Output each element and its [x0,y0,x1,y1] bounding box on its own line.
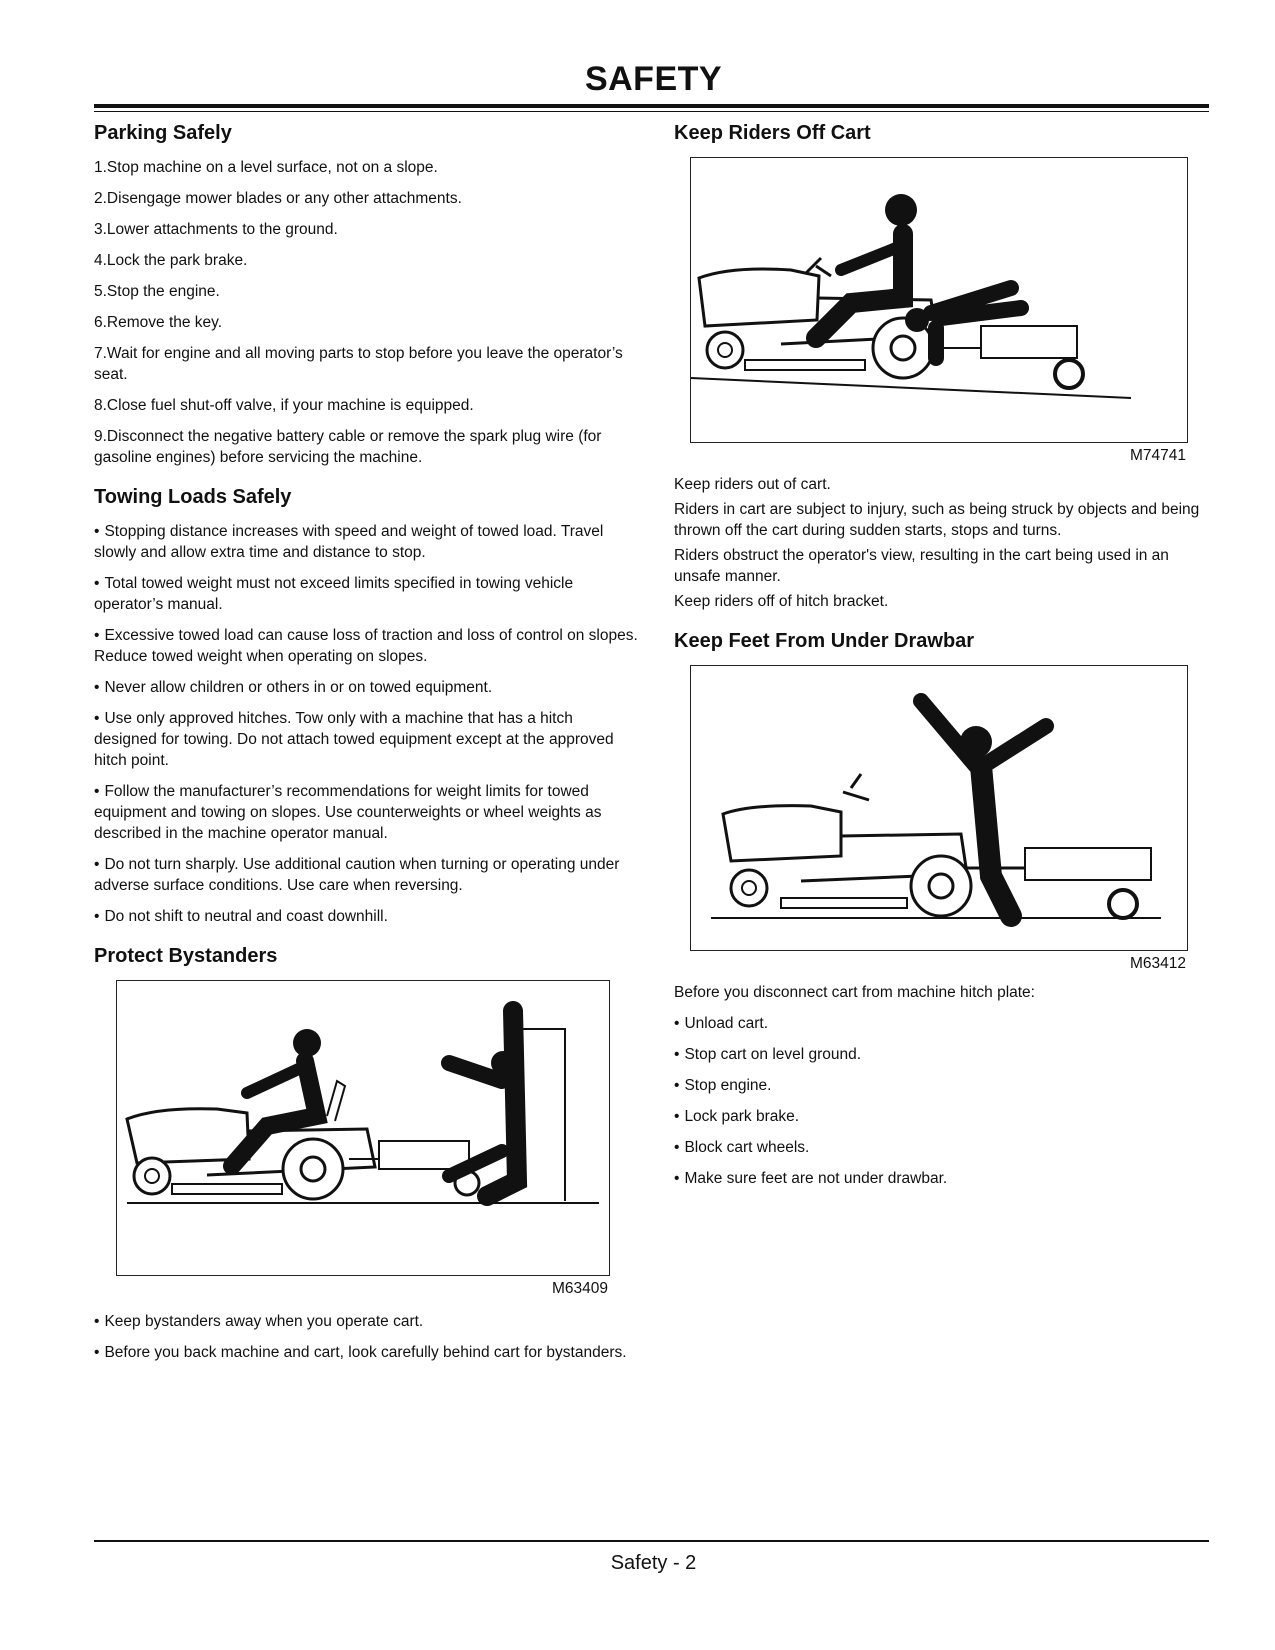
header-rule [94,104,1209,108]
towing-bullet [94,573,639,615]
drawbar-text: Lock park brake. [684,1108,800,1125]
towing-bullet [94,708,639,771]
riders-text: Keep riders out of cart. [674,476,831,493]
towing-text: Stopping distance increases with speed and weight of towed load. Travel slowly and allow extra time and distance to stop. [94,523,604,561]
figure-code: M63409 [551,1280,608,1297]
drawbar-intro: Before you disconnect cart from machine hitch plate: [674,984,1035,1001]
towing-bullet [94,854,639,896]
drawbar-text: Stop cart on level ground. [684,1046,862,1063]
drawbar-text: Unload cart. [684,1015,769,1032]
towing-heading: Towing Loads Safely [94,486,292,508]
towing-text: Follow the manufacturer’s recommendations for weight limits for towed equipment and towing on slopes. Use counterweights or wheel weights as described in the machine operator manual. [94,783,602,842]
bystander-bullet [94,1311,639,1332]
bullet-glyph: • [94,710,100,727]
towing-text: Do not shift to neutral and coast downhill. [104,908,388,925]
riders-section [674,120,1214,612]
bullet-glyph: • [674,1046,680,1063]
bullet-glyph: • [94,523,100,540]
towing-bullet [94,906,639,927]
parking-step: 3.Lower attachments to the ground. [94,221,338,238]
bystander-drawing [117,981,609,1275]
towing-bullet [94,677,639,698]
parking-step: 2.Disengage mower blades or any other attachments. [94,190,462,207]
bullet-glyph: • [94,908,100,925]
header-rule-thin [94,111,1209,112]
bystanders-heading: Protect Bystanders [94,945,278,967]
drawbar-heading: Keep Feet From Under Drawbar [674,630,975,652]
bullet-glyph: • [674,1139,680,1156]
towing-bullet [94,625,639,667]
bullet-glyph: • [94,783,100,800]
bullet-glyph: • [94,1344,100,1361]
parking-step: 4.Lock the park brake. [94,252,248,269]
towing-text: Never allow children or others in or on towed equipment. [104,679,493,696]
drawbar-drawing [691,666,1187,950]
bystander-text: Before you back machine and cart, look carefully behind cart for bystanders. [104,1344,627,1361]
right-column [674,120,1214,1205]
page-footer: Safety - 2 [610,1552,697,1574]
drawbar-text: Block cart wheels. [684,1139,810,1156]
page-title: SAFETY [584,60,723,98]
figure-code: M74741 [1129,447,1186,464]
bullet-glyph: • [94,627,100,644]
drawbar-text: Make sure feet are not under drawbar. [684,1170,948,1187]
riders-drawing [691,158,1187,442]
drawbar-bullet [674,1137,1214,1158]
towing-bullet [94,521,639,563]
footer-rule [94,1540,1209,1542]
riders-heading: Keep Riders Off Cart [674,122,871,144]
parking-section [94,120,639,468]
towing-text: Use only approved hitches. Tow only with a machine that has a hitch designed for towing. Do not attach towed equipment except at the approved hitch point. [94,710,614,769]
parking-step: 9.Disconnect the negative battery cable or remove the spark plug wire (for gasoline engines) before servicing the machine. [94,428,602,466]
bullet-glyph: • [674,1108,680,1125]
parking-step: 7.Wait for engine and all moving parts to stop before you leave the operator’s seat. [94,345,623,383]
bullet-glyph: • [674,1077,680,1094]
riders-text: Riders in cart are subject to injury, such as being struck by objects and being thrown off the cart during sudden starts, stops and turns. [674,501,1200,539]
bullet-glyph: • [94,856,100,873]
bullet-glyph: • [94,1313,100,1330]
drawbar-bullet [674,1075,1214,1096]
bystander-illustration [116,980,610,1276]
drawbar-bullet [674,1106,1214,1127]
towing-text: Total towed weight must not exceed limits specified in towing vehicle operator’s manual. [94,575,574,613]
drawbar-bullet [674,1044,1214,1065]
drawbar-section [674,628,1214,1189]
bullet-glyph: • [674,1170,680,1187]
drawbar-bullet [674,1168,1214,1189]
towing-text: Excessive towed load can cause loss of traction and loss of control on slopes. Reduce towed weight when operating on slopes. [94,627,638,665]
riders-illustration [690,157,1188,443]
towing-bullet [94,781,639,844]
bystanders-section [94,943,639,1363]
riders-text: Riders obstruct the operator's view, resulting in the cart being used in an unsafe manner. [674,547,1169,585]
left-column [94,120,639,1379]
towing-text: Do not turn sharply. Use additional caution when turning or operating under adverse surface conditions. Use care when reversing. [94,856,620,894]
bystander-text: Keep bystanders away when you operate cart. [104,1313,424,1330]
drawbar-text: Stop engine. [684,1077,772,1094]
bullet-glyph: • [94,575,100,592]
bullet-glyph: • [94,679,100,696]
bullet-glyph: • [674,1015,680,1032]
parking-heading: Parking Safely [94,122,232,144]
towing-section [94,484,639,927]
drawbar-illustration [690,665,1188,951]
bystander-bullet [94,1342,639,1363]
parking-step: 6.Remove the key. [94,314,223,331]
riders-text: Keep riders off of hitch bracket. [674,593,889,610]
parking-step: 8.Close fuel shut-off valve, if your machine is equipped. [94,397,474,414]
parking-step: 1.Stop machine on a level surface, not on a slope. [94,159,438,176]
figure-code: M63412 [1129,955,1186,972]
parking-step: 5.Stop the engine. [94,283,220,300]
drawbar-bullet [674,1013,1214,1034]
